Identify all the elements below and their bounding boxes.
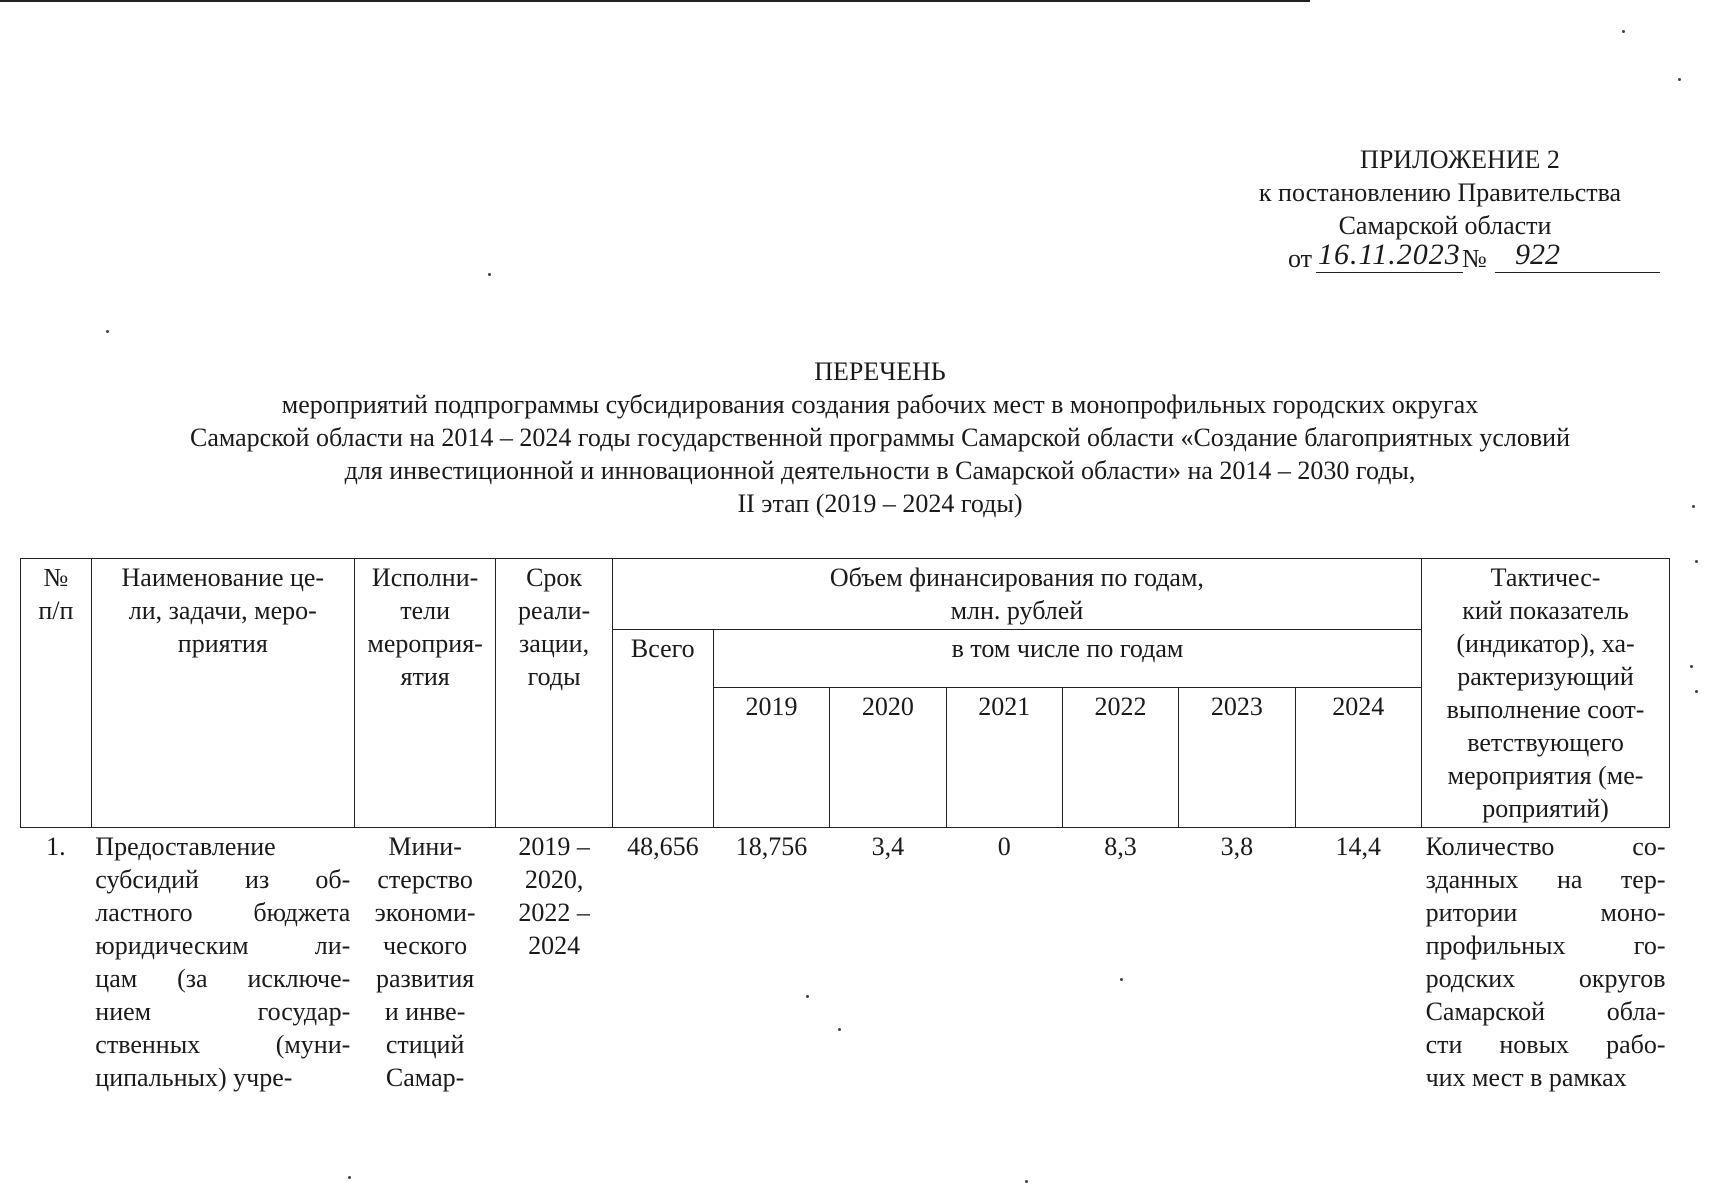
annex-date-handwritten: 16.11.2023 bbox=[1318, 238, 1461, 271]
measures-table bbox=[20, 558, 1670, 1096]
scan-speck bbox=[1692, 505, 1695, 508]
row-2020: 3,4 bbox=[871, 832, 905, 861]
annex-line-2: Самарской области bbox=[1338, 211, 1552, 240]
annex-ot-label: от bbox=[1288, 244, 1313, 273]
annex-number-handwritten: 922 bbox=[1495, 238, 1660, 273]
row-name: Предоставление субсидий из об- ластного бюджета юридическим ли- цам (за исключе- нием государ- ственных (муни- ципальных) учре- bbox=[95, 832, 351, 1092]
annex-number-sign: № bbox=[1462, 244, 1487, 273]
top-border-line bbox=[0, 0, 1310, 2]
scan-speck bbox=[838, 1028, 841, 1031]
header-num: № п/п bbox=[21, 559, 92, 828]
row-total: 48,656 bbox=[627, 832, 699, 861]
row-term: 2019 – 2020, 2022 – 2024 bbox=[518, 832, 590, 960]
row-2019: 18,756 bbox=[735, 832, 808, 861]
row-2024: 14,4 bbox=[1335, 832, 1382, 861]
heading-title: ПЕРЕЧЕНЬ bbox=[814, 357, 946, 386]
scan-speck bbox=[1025, 1180, 1028, 1183]
header-year-2022: 2022 bbox=[1062, 688, 1178, 828]
heading-line-2: Самарской области на 2014 – 2024 годы государственной программы Самарской области «Создание благоприятных условий bbox=[189, 423, 1570, 452]
scan-speck bbox=[1695, 690, 1698, 693]
header-name: Наименование це- ли, задачи, меро- приятия bbox=[91, 559, 354, 828]
header-term: Срок реали- зации, годы bbox=[496, 559, 612, 828]
scan-speck bbox=[1120, 978, 1123, 981]
scan-speck bbox=[1678, 78, 1681, 81]
header-year-2019: 2019 bbox=[713, 688, 829, 828]
annex-date-number-line bbox=[1200, 238, 1680, 278]
row-executor: Мини- стерство экономи- ческого развития и инве- стиций Самар- bbox=[374, 832, 476, 1092]
scan-speck bbox=[1695, 560, 1698, 563]
scan-speck bbox=[106, 330, 109, 333]
row-num: 1. bbox=[46, 832, 66, 861]
header-year-2023: 2023 bbox=[1179, 688, 1295, 828]
header-funding: Объем финансирования по годам, млн. рублей bbox=[612, 559, 1421, 630]
document-heading bbox=[100, 355, 1660, 520]
scan-speck bbox=[806, 995, 809, 998]
header-including-years: в том числе по годам bbox=[713, 630, 1421, 688]
scan-speck bbox=[1622, 30, 1625, 33]
row-indicator: Количество со- зданных на тер- ритории моно- профильных го- родских округов Самарской обла- сти новых рабо- чих мест в рамках bbox=[1425, 832, 1666, 1092]
row-2022: 8,3 bbox=[1104, 832, 1137, 861]
heading-line-3: для инвестиционной и инновационной деятельности в Самарской области» на 2014 – 2030 годы, bbox=[344, 456, 1416, 485]
row-2021: 0 bbox=[997, 832, 1011, 861]
table-row bbox=[21, 828, 1670, 1097]
header-year-2021: 2021 bbox=[946, 688, 1062, 828]
scan-speck bbox=[1690, 665, 1693, 668]
header-executors: Исполни- тели мероприя- ятия bbox=[354, 559, 496, 828]
annex-block bbox=[1200, 143, 1680, 278]
header-total: Всего bbox=[612, 630, 713, 828]
heading-line-4: II этап (2019 – 2024 годы) bbox=[737, 489, 1023, 518]
header-year-2020: 2020 bbox=[830, 688, 946, 828]
header-indicator: Тактичес- кий показатель (индикатор), ха- рактеризующий выполнение соот- ветствующего мероприятия (ме- роприятий) bbox=[1422, 559, 1670, 828]
scan-speck bbox=[348, 1176, 351, 1179]
header-year-2024: 2024 bbox=[1295, 688, 1422, 828]
row-2023: 3,8 bbox=[1220, 832, 1254, 861]
scan-speck bbox=[488, 273, 491, 276]
annex-line-1: к постановлению Правительства bbox=[1258, 178, 1622, 207]
annex-title: ПРИЛОЖЕНИЕ 2 bbox=[1360, 145, 1560, 174]
heading-line-1: мероприятий подпрограммы субсидирования создания рабочих мест в монопрофильных городских округах bbox=[281, 390, 1479, 419]
